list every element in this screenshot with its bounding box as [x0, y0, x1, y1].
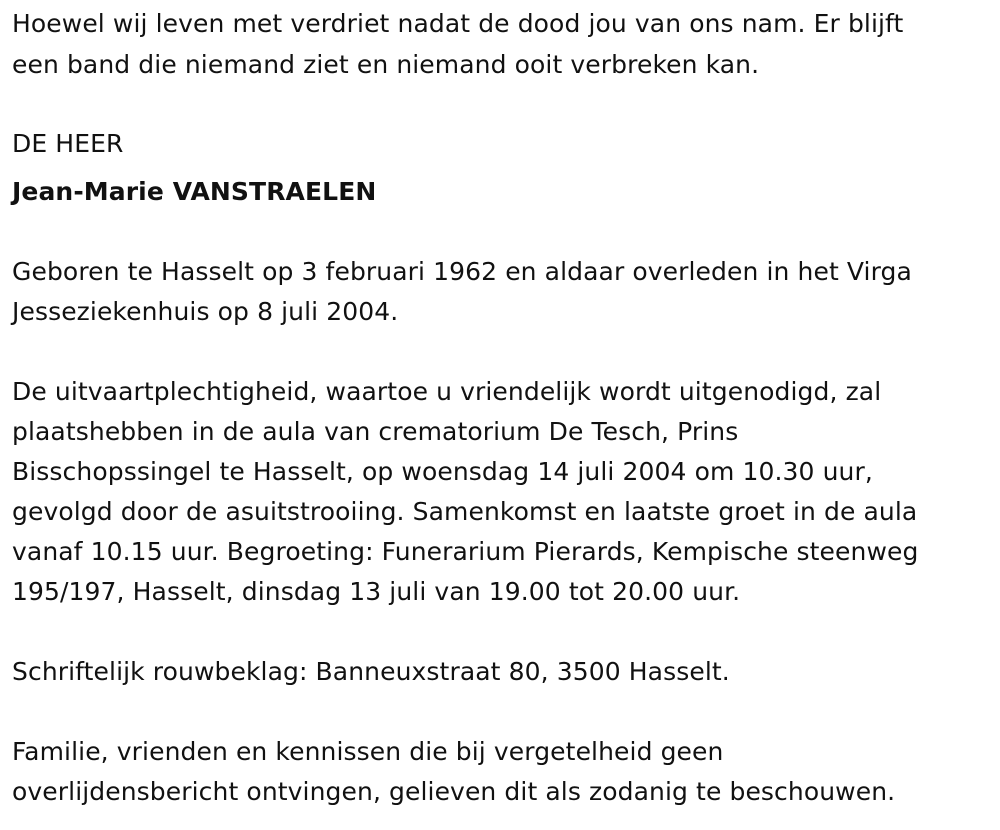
condolences-address: Schriftelijk rouwbeklag: Banneuxstraat 80, 3500 Hasselt. — [12, 657, 730, 686]
honorific-title: DE HEER — [12, 129, 124, 158]
poem-line-1: Hoewel wij leven met verdriet nadat de dood jou van ons nam. Er blijft — [12, 9, 904, 38]
ceremony-line-6: 195/197, Hasselt, dinsdag 13 juli van 19.00 tot 20.00 uur. — [12, 577, 741, 606]
ceremony-line-2: plaatshebben in de aula van crematorium De Tesch, Prins — [12, 417, 739, 446]
deceased-name: Jean-Marie VANSTRAELEN — [12, 177, 377, 206]
ceremony-line-5: vanaf 10.15 uur. Begroeting: Funerarium Pierards, Kempische steenweg — [12, 537, 919, 566]
ceremony-line-4: gevolgd door de asuitstrooiing. Samenkomst en laatste groet in de aula — [12, 497, 918, 526]
birth-death-line-1: Geboren te Hasselt op 3 februari 1962 en aldaar overleden in het Virga — [12, 257, 912, 286]
closing-line-1: Familie, vrienden en kennissen die bij vergetelheid geen — [12, 737, 724, 766]
ceremony-line-1: De uitvaartplechtigheid, waartoe u vriendelijk wordt uitgenodigd, zal — [12, 377, 882, 406]
poem-line-2: een band die niemand ziet en niemand ooit verbreken kan. — [12, 50, 760, 79]
closing-line-2: overlijdensbericht ontvingen, gelieven dit als zodanig te beschouwen. — [12, 777, 896, 806]
birth-death-line-2: Jesseziekenhuis op 8 juli 2004. — [12, 297, 399, 326]
ceremony-line-3: Bisschopssingel te Hasselt, op woensdag 14 juli 2004 om 10.30 uur, — [12, 457, 873, 486]
